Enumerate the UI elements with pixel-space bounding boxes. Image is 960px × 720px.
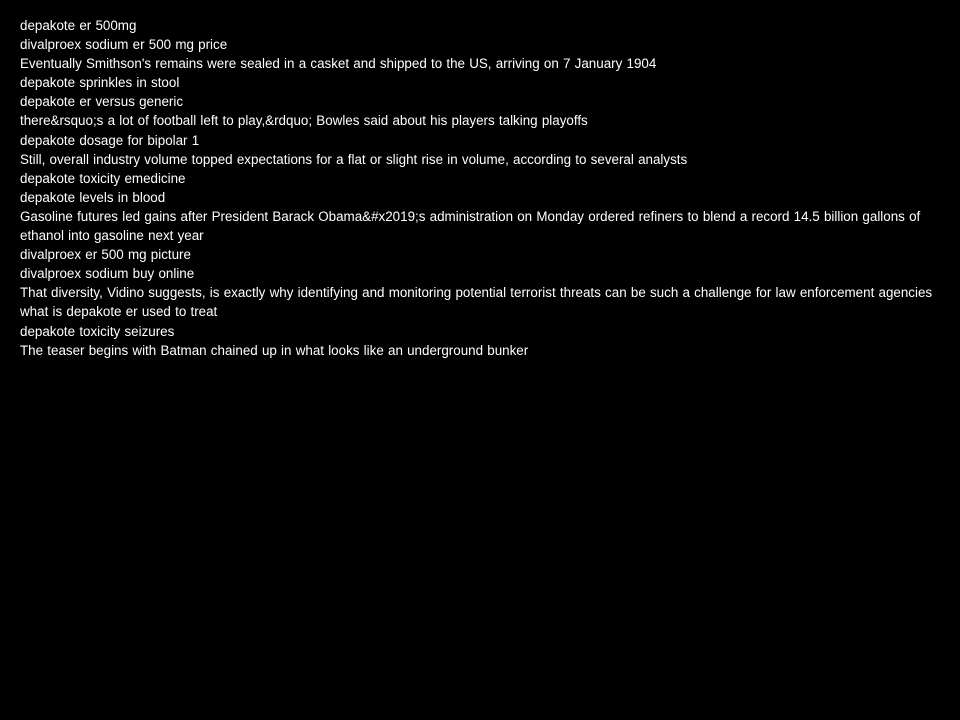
text-line: depakote er 500mg (20, 18, 137, 33)
text-line: what is depakote er used to treat (20, 304, 218, 320)
text-line: depakote dosage for bipolar 1 (20, 132, 200, 148)
text-line: depakote er versus generic (20, 94, 184, 110)
text-line: Gasoline futures led gains after President Barack Obama&#x2019;s administration on Monday ordered refiners to blend a record 14.5 billion gallons of ethanol into gasoline next year (20, 208, 921, 244)
text-line: there&rsquo;s a lot of football left to play,&rdquo; Bowles said about his players talking playoffs (20, 113, 588, 129)
text-line: depakote levels in blood (20, 189, 166, 205)
text-line: divalproex sodium buy online (20, 266, 195, 282)
text-line-list (20, 16, 940, 360)
text-line: Eventually Smithson's remains were sealed in a casket and shipped to the US, arriving on 7 January 1904 (20, 56, 657, 72)
text-line: The teaser begins with Batman chained up in what looks like an underground bunker (20, 342, 529, 358)
text-line: depakote toxicity emedicine (20, 170, 186, 186)
text-line: depakote sprinkles in stool (20, 75, 180, 91)
text-line: divalproex sodium er 500 mg price (20, 37, 228, 53)
text-line: depakote toxicity seizures (20, 323, 175, 339)
text-line: That diversity, Vidino suggests, is exactly why identifying and monitoring potential terrorist threats can be such a challenge for law enforcement agencies (20, 285, 933, 301)
text-line: Still, overall industry volume topped expectations for a flat or slight rise in volume, according to several analysts (20, 151, 688, 167)
text-line: divalproex er 500 mg picture (20, 247, 191, 263)
